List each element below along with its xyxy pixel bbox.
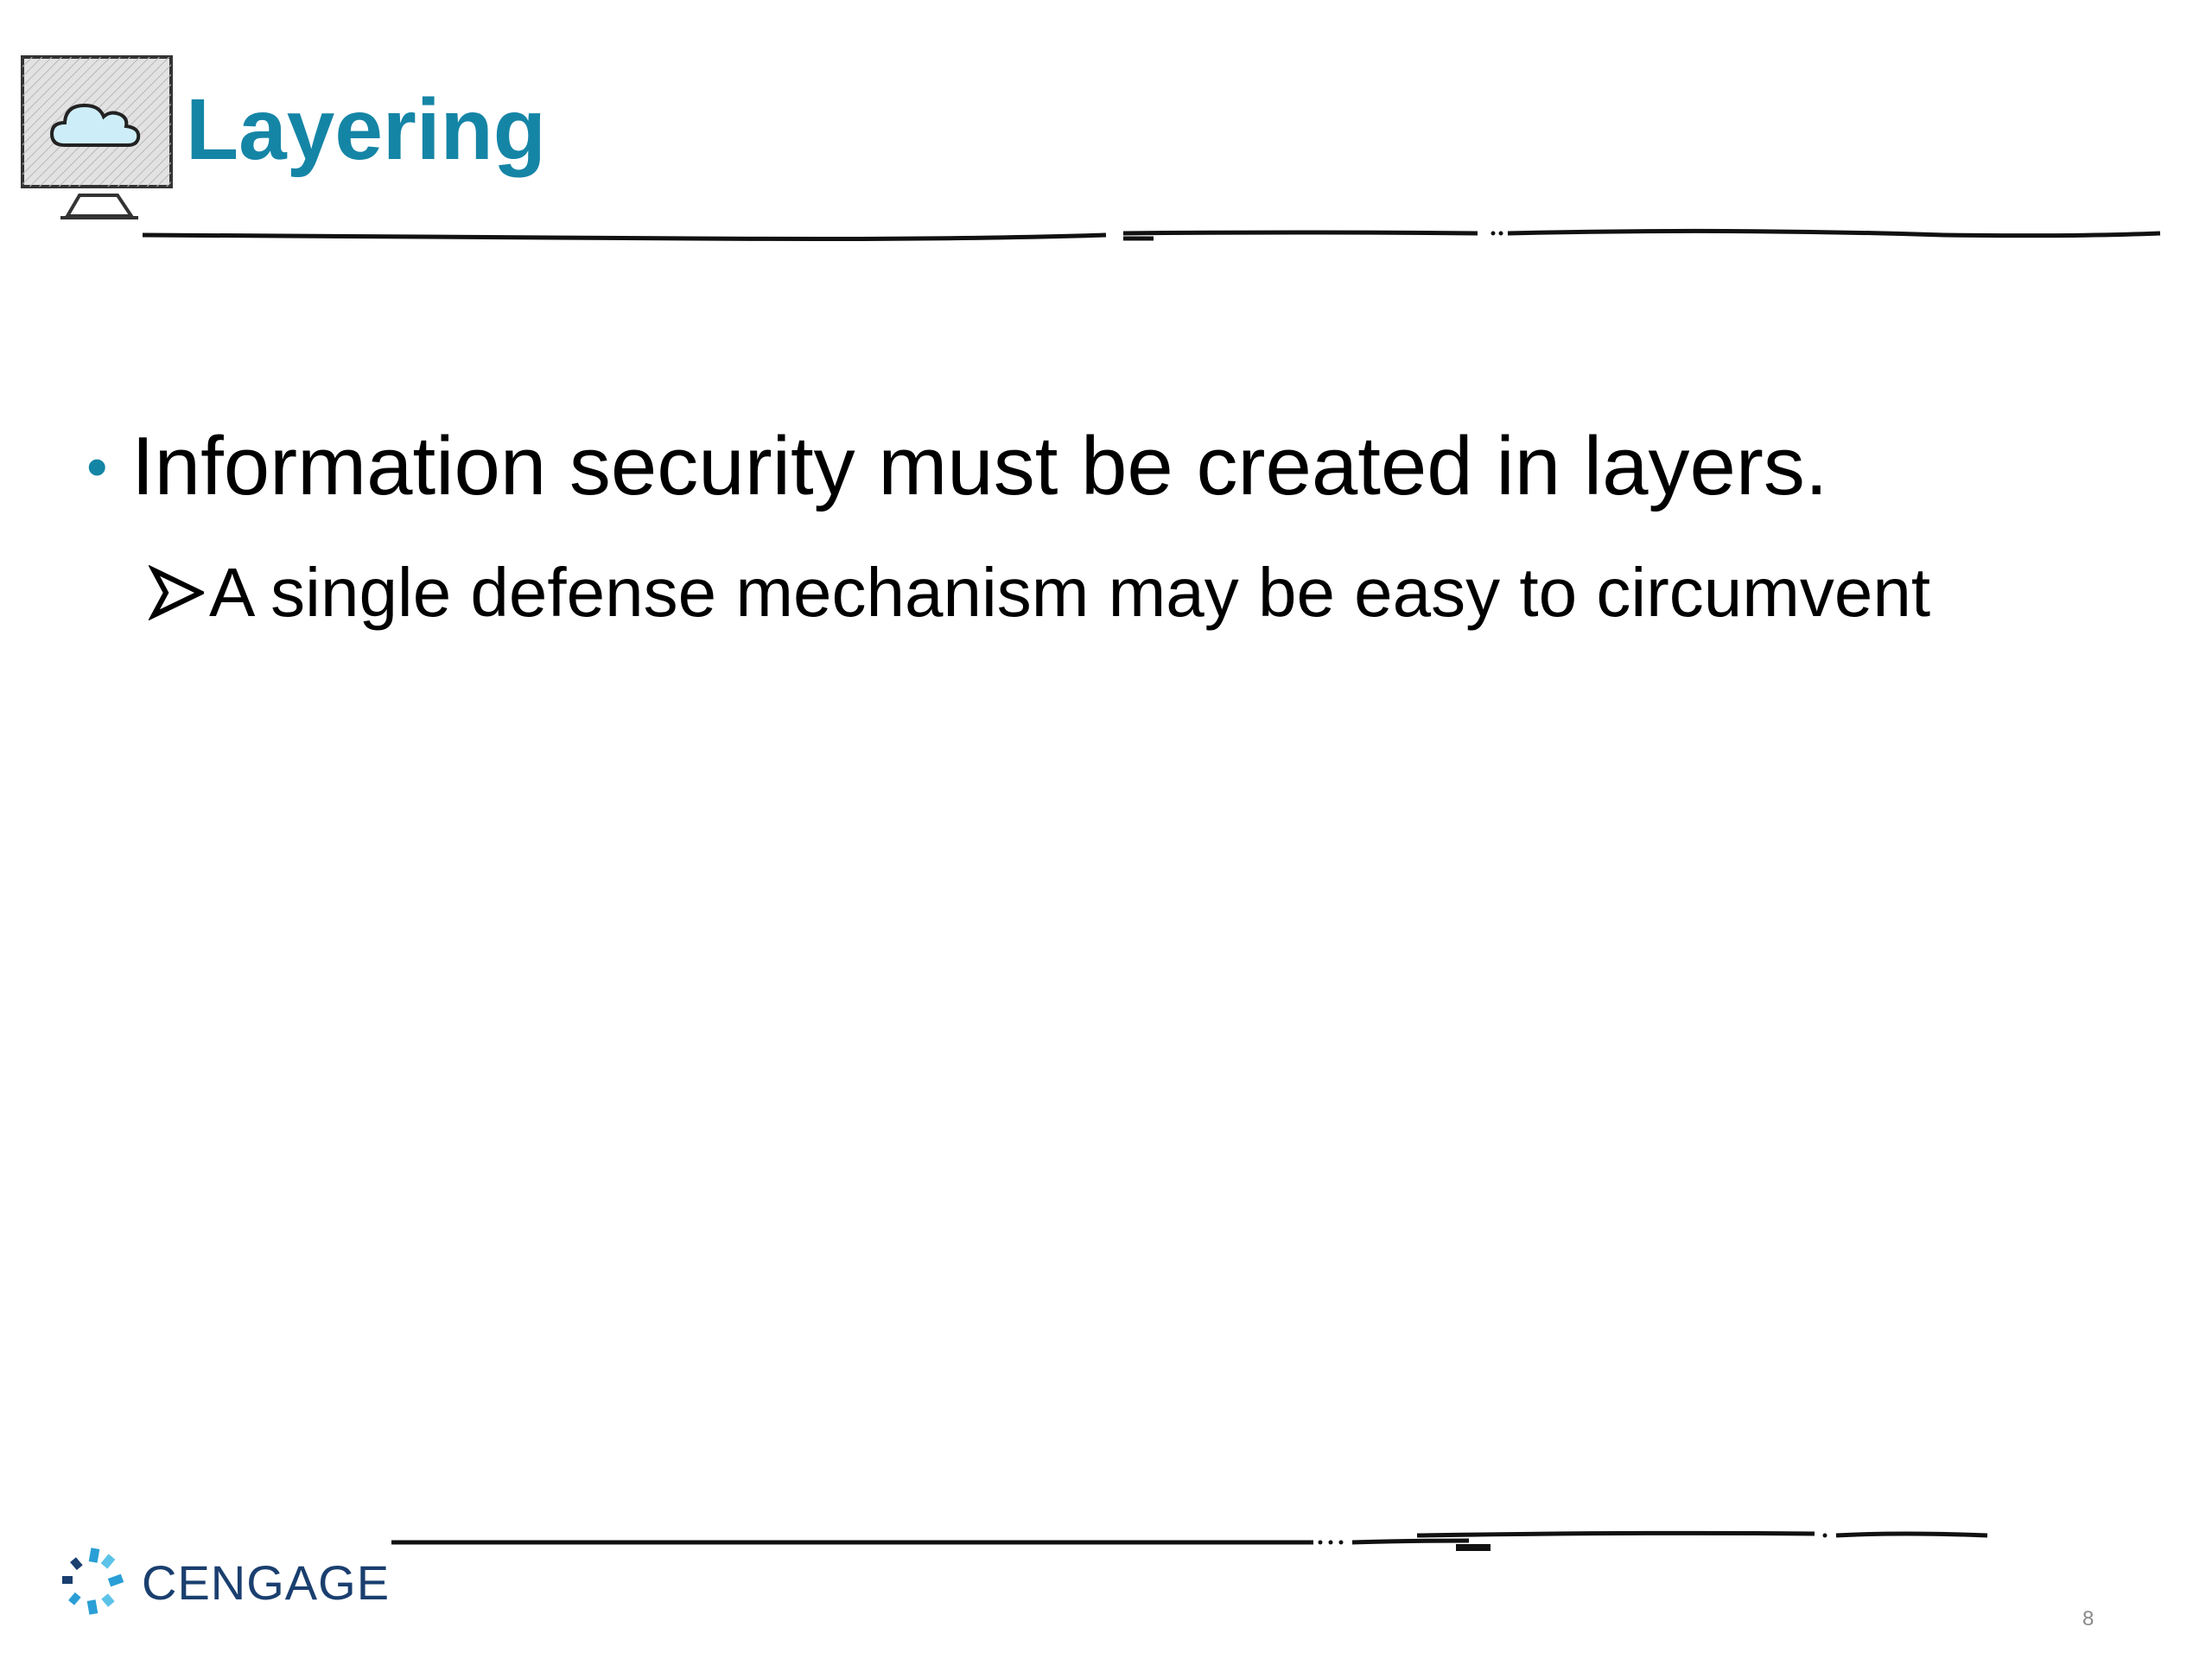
cengage-logo [59, 1547, 390, 1618]
bullet-list [86, 415, 2143, 636]
title-divider [0, 216, 2212, 251]
cengage-logo-mark-icon [59, 1547, 130, 1618]
sub-bullet-item [86, 550, 2143, 636]
logo-text: CENGAGE [142, 1554, 391, 1610]
bullet-dot: • [86, 433, 108, 500]
monitor-cloud-icon [17, 52, 181, 225]
bullet-text: Information security must be created in layers. [131, 420, 1828, 512]
bullet-item [86, 415, 2143, 518]
arrowhead-icon [149, 565, 204, 620]
slide-title: Layering [186, 81, 546, 178]
sub-bullet-text: A single defense mechanism may be easy to circumvent [209, 554, 1931, 631]
page-number: 8 [2082, 1607, 2094, 1630]
